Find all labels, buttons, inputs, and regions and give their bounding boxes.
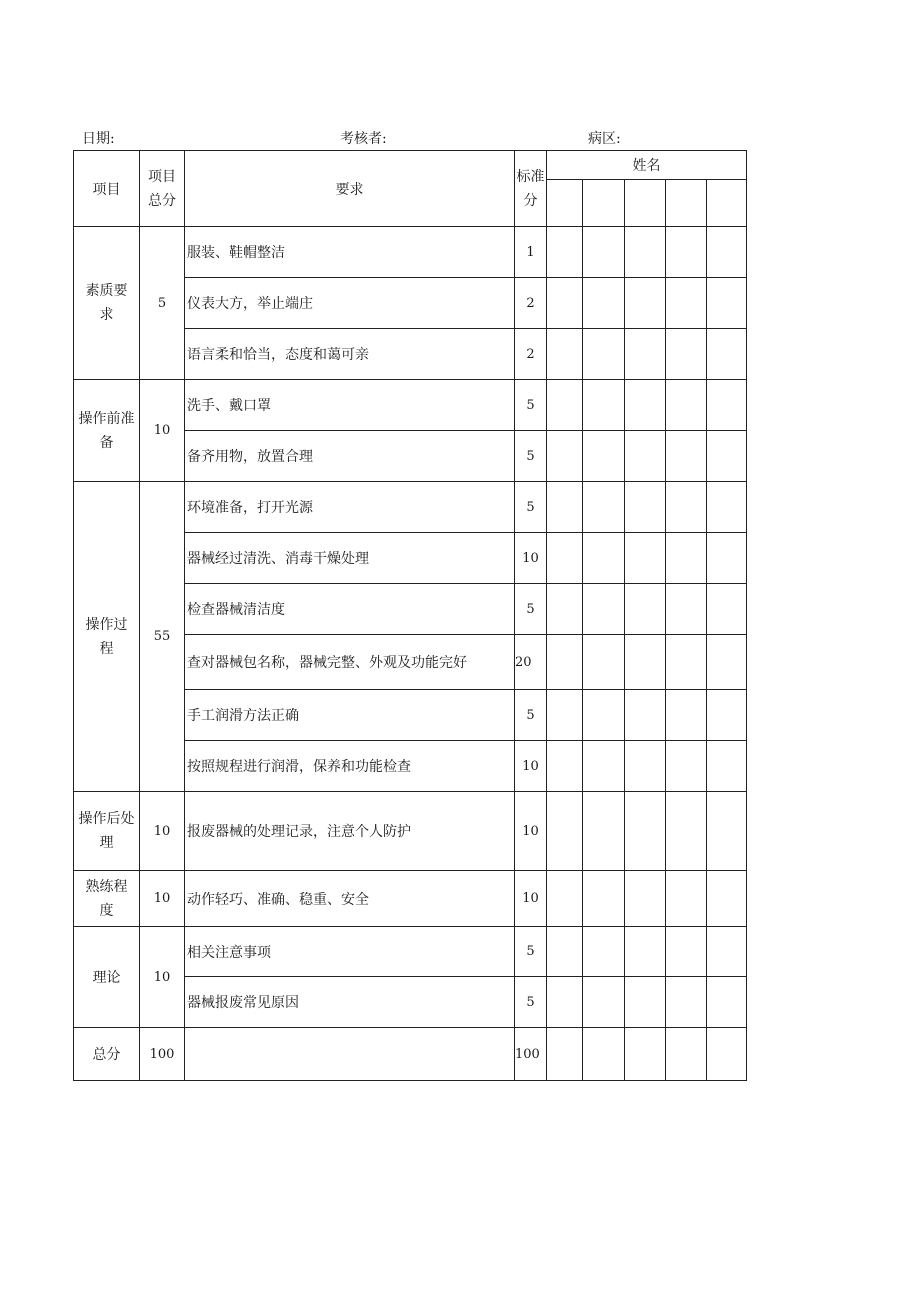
grade-cell[interactable]	[707, 533, 747, 584]
table-body	[74, 151, 747, 1081]
grade-cell[interactable]	[547, 635, 583, 690]
grade-cell[interactable]	[707, 690, 747, 741]
grade-cell[interactable]	[583, 584, 625, 635]
grade-cell[interactable]	[625, 329, 666, 380]
grade-cell[interactable]	[666, 227, 707, 278]
grade-cell[interactable]	[625, 278, 666, 329]
requirement-cell: 备齐用物，放置合理	[185, 431, 515, 482]
examiner-label: 考核者:	[340, 131, 387, 147]
score-cell: 2	[515, 329, 547, 380]
grade-cell[interactable]	[583, 482, 625, 533]
grade-cell[interactable]	[666, 792, 707, 871]
grade-cell[interactable]	[625, 977, 666, 1028]
requirement-cell: 服装、鞋帽整洁	[185, 227, 515, 278]
grade-cell[interactable]	[625, 927, 666, 977]
col-header-requirement: 要求	[185, 151, 515, 227]
section-total: 10	[140, 927, 185, 1028]
grade-cell[interactable]	[547, 380, 583, 431]
section-item: 操作后处 理	[74, 792, 140, 871]
grade-cell[interactable]	[666, 380, 707, 431]
grade-cell[interactable]	[707, 792, 747, 871]
grade-cell[interactable]	[625, 690, 666, 741]
grade-cell[interactable]	[583, 533, 625, 584]
grade-cell[interactable]	[707, 584, 747, 635]
grade-cell[interactable]	[583, 871, 625, 927]
score-cell: 5	[515, 927, 547, 977]
total-points: 100	[140, 1028, 185, 1081]
grade-cell[interactable]	[583, 278, 625, 329]
grade-cell[interactable]	[547, 871, 583, 927]
name-slot-2[interactable]	[583, 180, 625, 227]
grade-cell[interactable]	[625, 635, 666, 690]
section-item: 操作前准 备	[74, 380, 140, 482]
grade-cell[interactable]	[625, 871, 666, 927]
requirement-cell: 手工润滑方法正确	[185, 690, 515, 741]
grade-cell[interactable]	[666, 690, 707, 741]
grade-cell[interactable]	[583, 690, 625, 741]
grade-cell[interactable]	[547, 431, 583, 482]
grade-cell[interactable]	[707, 329, 747, 380]
grade-cell[interactable]	[583, 741, 625, 792]
score-cell: 5	[515, 977, 547, 1028]
grade-cell[interactable]	[583, 977, 625, 1028]
grade-cell[interactable]	[707, 977, 747, 1028]
grade-cell[interactable]	[666, 431, 707, 482]
grade-cell[interactable]	[625, 741, 666, 792]
grade-cell[interactable]	[707, 871, 747, 927]
grade-cell[interactable]	[625, 431, 666, 482]
section-total: 10	[140, 792, 185, 871]
score-cell: 1	[515, 227, 547, 278]
col-header-item: 项目	[74, 151, 140, 227]
grade-cell[interactable]	[583, 792, 625, 871]
requirement-cell: 环境准备，打开光源	[185, 482, 515, 533]
grade-cell[interactable]	[625, 227, 666, 278]
grade-cell[interactable]	[547, 278, 583, 329]
grade-cell[interactable]	[583, 227, 625, 278]
grade-cell[interactable]	[547, 329, 583, 380]
section-total: 10	[140, 380, 185, 482]
grade-cell[interactable]	[547, 584, 583, 635]
score-cell: 5	[515, 690, 547, 741]
section-total: 5	[140, 227, 185, 380]
grade-cell[interactable]	[666, 584, 707, 635]
requirement-cell: 动作轻巧、准确、稳重、安全	[185, 871, 515, 927]
grade-cell[interactable]	[666, 533, 707, 584]
requirement-cell: 检查器械清洁度	[185, 584, 515, 635]
grade-cell[interactable]	[666, 871, 707, 927]
requirement-cell: 仪表大方，举止端庄	[185, 278, 515, 329]
grade-cell[interactable]	[707, 278, 747, 329]
name-slot-1[interactable]	[547, 180, 583, 227]
score-cell: 10	[515, 792, 547, 871]
col-header-name: 姓名	[547, 151, 747, 180]
grade-cell[interactable]	[625, 792, 666, 871]
requirement-cell: 器械报废常见原因	[185, 977, 515, 1028]
section-item: 素质要 求	[74, 227, 140, 380]
grade-cell[interactable]	[547, 482, 583, 533]
grade-cell[interactable]	[707, 927, 747, 977]
grade-cell[interactable]	[666, 741, 707, 792]
grade-cell[interactable]	[666, 482, 707, 533]
grade-cell[interactable]	[625, 1028, 666, 1081]
table-row	[74, 927, 747, 977]
grade-cell[interactable]	[707, 1028, 747, 1081]
col-header-standard-score: 标准 分	[515, 151, 547, 227]
score-cell: 10	[515, 871, 547, 927]
score-cell: 5	[515, 482, 547, 533]
grade-cell[interactable]	[666, 927, 707, 977]
grade-cell[interactable]	[625, 380, 666, 431]
table-row	[74, 482, 747, 533]
grade-cell[interactable]	[666, 329, 707, 380]
grade-cell[interactable]	[625, 533, 666, 584]
col-header-item-total: 项目 总分	[140, 151, 185, 227]
grade-cell[interactable]	[625, 482, 666, 533]
total-score: 100	[515, 1028, 547, 1081]
grade-cell[interactable]	[547, 741, 583, 792]
table-row	[74, 871, 747, 927]
form-header	[0, 128, 920, 148]
table-row	[74, 380, 747, 431]
ward-label: 病区:	[588, 131, 621, 147]
grade-cell[interactable]	[707, 227, 747, 278]
total-requirement	[185, 1028, 515, 1081]
grade-cell[interactable]	[666, 977, 707, 1028]
requirement-cell: 相关注意事项	[185, 927, 515, 977]
total-row	[74, 1028, 747, 1081]
requirement-cell: 查对器械包名称，器械完整、外观及功能完好	[185, 635, 515, 690]
total-label: 总分	[74, 1028, 140, 1081]
table-row	[74, 792, 747, 871]
grade-cell[interactable]	[625, 584, 666, 635]
grade-cell[interactable]	[666, 278, 707, 329]
grade-cell[interactable]	[666, 1028, 707, 1081]
section-total: 10	[140, 871, 185, 927]
score-cell: 5	[515, 380, 547, 431]
section-item: 理论	[74, 927, 140, 1028]
grade-cell[interactable]	[547, 1028, 583, 1081]
grade-cell[interactable]	[583, 927, 625, 977]
score-cell: 10	[515, 741, 547, 792]
grade-cell[interactable]	[666, 635, 707, 690]
grade-cell[interactable]	[707, 380, 747, 431]
grade-cell[interactable]	[547, 977, 583, 1028]
name-slot-5[interactable]	[707, 180, 747, 227]
section-item: 熟练程 度	[74, 871, 140, 927]
name-slot-3[interactable]	[625, 180, 666, 227]
grade-cell[interactable]	[707, 741, 747, 792]
grade-cell[interactable]	[707, 482, 747, 533]
grade-cell[interactable]	[583, 329, 625, 380]
requirement-cell: 语言柔和恰当，态度和蔼可亲	[185, 329, 515, 380]
grade-cell[interactable]	[547, 690, 583, 741]
header-row-1	[74, 151, 747, 180]
score-cell: 10	[515, 533, 547, 584]
score-cell: 20	[515, 635, 547, 690]
name-slot-4[interactable]	[666, 180, 707, 227]
section-item: 操作过 程	[74, 482, 140, 792]
grade-cell[interactable]	[707, 635, 747, 690]
grade-cell[interactable]	[547, 227, 583, 278]
requirement-cell: 报废器械的处理记录，注意个人防护	[185, 792, 515, 871]
table-row	[74, 227, 747, 278]
score-cell: 2	[515, 278, 547, 329]
grade-cell[interactable]	[707, 431, 747, 482]
requirement-cell: 器械经过清洗、消毒干燥处理	[185, 533, 515, 584]
grade-cell[interactable]	[547, 533, 583, 584]
score-cell: 5	[515, 431, 547, 482]
grade-cell[interactable]	[547, 792, 583, 871]
section-total: 55	[140, 482, 185, 792]
grade-cell[interactable]	[583, 1028, 625, 1081]
grade-cell[interactable]	[583, 380, 625, 431]
assessment-table	[73, 150, 747, 1081]
requirement-cell: 按照规程进行润滑，保养和功能检查	[185, 741, 515, 792]
grade-cell[interactable]	[547, 927, 583, 977]
grade-cell[interactable]	[583, 635, 625, 690]
requirement-cell: 洗手、戴口罩	[185, 380, 515, 431]
date-label: 日期:	[82, 131, 115, 147]
score-cell: 5	[515, 584, 547, 635]
grade-cell[interactable]	[583, 431, 625, 482]
